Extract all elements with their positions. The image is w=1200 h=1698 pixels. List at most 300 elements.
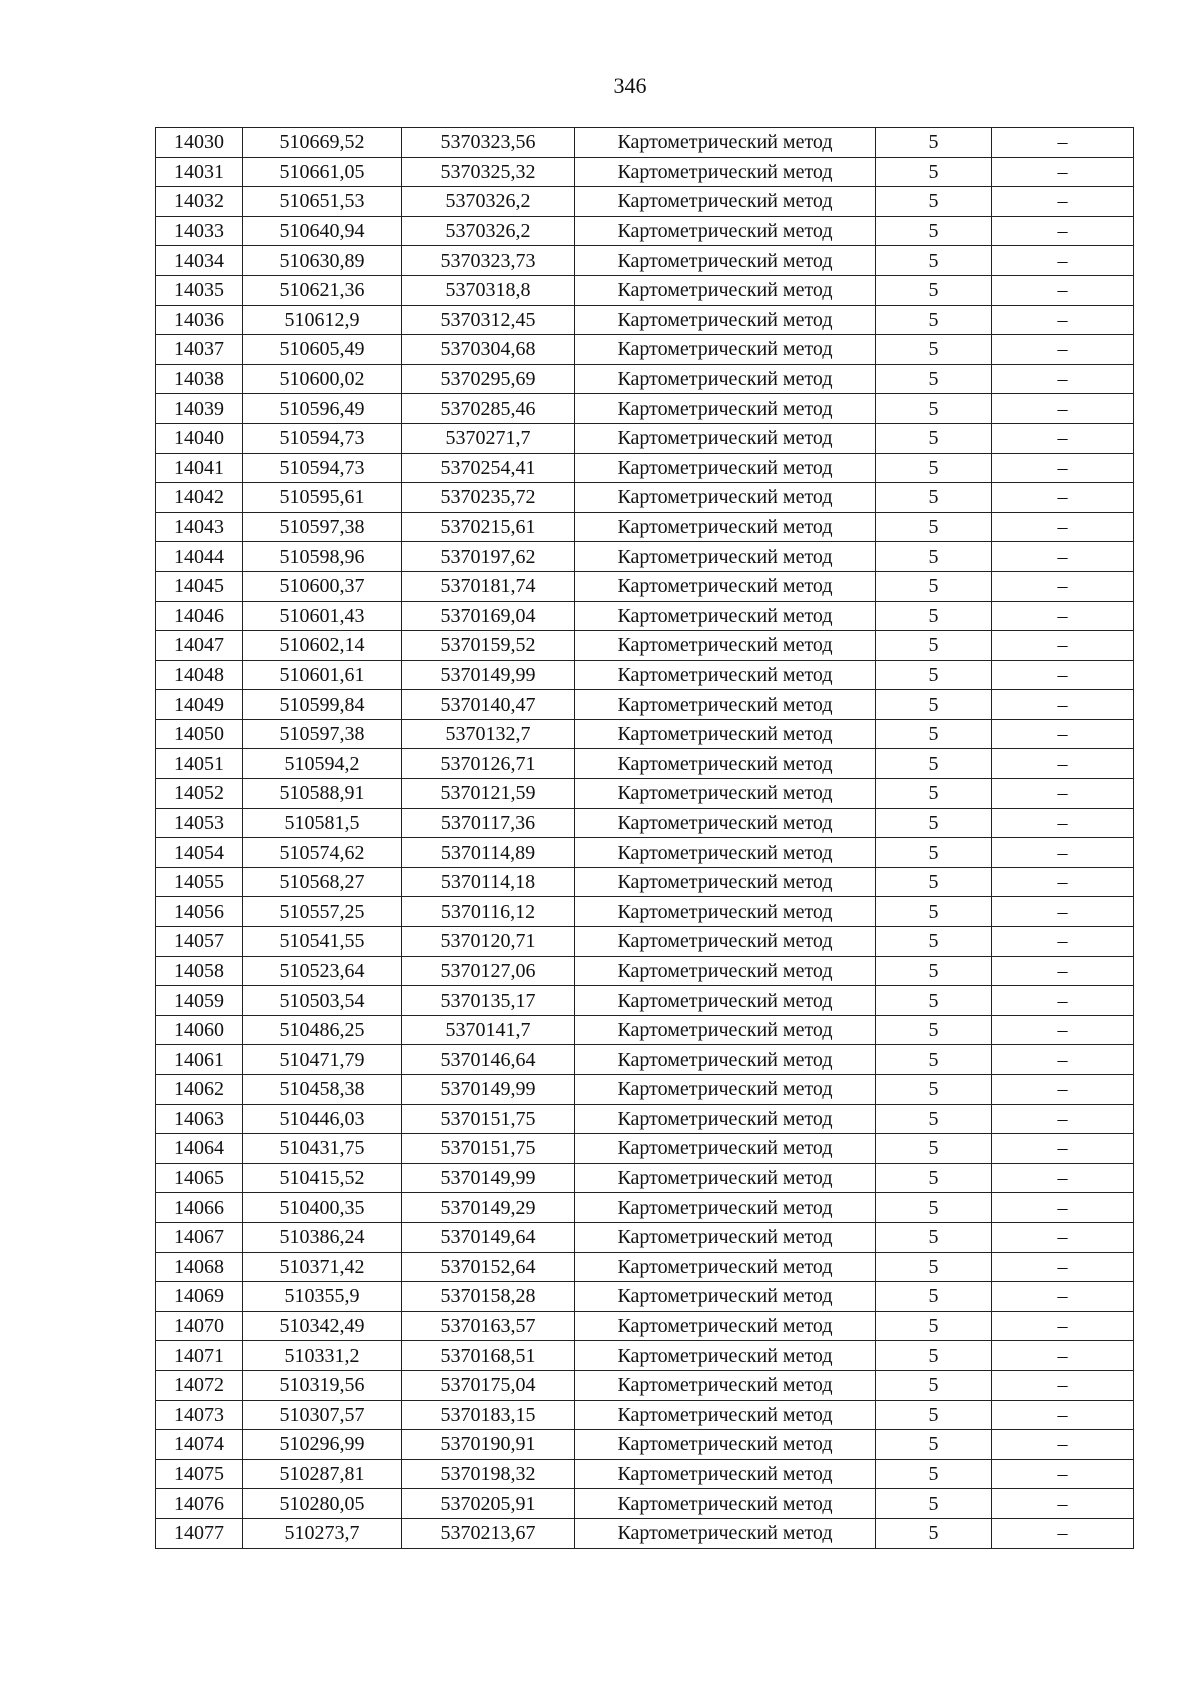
x-coordinate-cell: 510621,36 xyxy=(243,275,402,305)
table-row xyxy=(156,897,1134,927)
point-number-cell: 14055 xyxy=(156,867,243,897)
accuracy-cell: 5 xyxy=(876,1193,992,1223)
y-coordinate-cell: 5370213,67 xyxy=(402,1518,575,1548)
method-cell: Картометрический метод xyxy=(575,927,876,957)
description-cell: – xyxy=(992,128,1134,158)
method-cell: Картометрический метод xyxy=(575,749,876,779)
y-coordinate-cell: 5370140,47 xyxy=(402,690,575,720)
accuracy-cell: 5 xyxy=(876,601,992,631)
description-cell: – xyxy=(992,1518,1134,1548)
method-cell: Картометрический метод xyxy=(575,897,876,927)
method-cell: Картометрический метод xyxy=(575,364,876,394)
x-coordinate-cell: 510597,38 xyxy=(243,719,402,749)
method-cell: Картометрический метод xyxy=(575,1222,876,1252)
accuracy-cell: 5 xyxy=(876,216,992,246)
y-coordinate-cell: 5370312,45 xyxy=(402,305,575,335)
x-coordinate-cell: 510486,25 xyxy=(243,1015,402,1045)
x-coordinate-cell: 510600,02 xyxy=(243,364,402,394)
x-coordinate-cell: 510296,99 xyxy=(243,1430,402,1460)
accuracy-cell: 5 xyxy=(876,275,992,305)
y-coordinate-cell: 5370197,62 xyxy=(402,542,575,572)
y-coordinate-cell: 5370318,8 xyxy=(402,275,575,305)
point-number-cell: 14042 xyxy=(156,483,243,513)
point-number-cell: 14047 xyxy=(156,631,243,661)
y-coordinate-cell: 5370271,7 xyxy=(402,423,575,453)
point-number-cell: 14062 xyxy=(156,1075,243,1105)
table-row xyxy=(156,601,1134,631)
table-row xyxy=(156,453,1134,483)
point-number-cell: 14066 xyxy=(156,1193,243,1223)
y-coordinate-cell: 5370169,04 xyxy=(402,601,575,631)
point-number-cell: 14038 xyxy=(156,364,243,394)
y-coordinate-cell: 5370132,7 xyxy=(402,719,575,749)
point-number-cell: 14033 xyxy=(156,216,243,246)
table-row xyxy=(156,1045,1134,1075)
description-cell: – xyxy=(992,423,1134,453)
accuracy-cell: 5 xyxy=(876,1045,992,1075)
point-number-cell: 14040 xyxy=(156,423,243,453)
point-number-cell: 14064 xyxy=(156,1134,243,1164)
description-cell: – xyxy=(992,986,1134,1016)
point-number-cell: 14045 xyxy=(156,571,243,601)
accuracy-cell: 5 xyxy=(876,986,992,1016)
point-number-cell: 14069 xyxy=(156,1282,243,1312)
table-row xyxy=(156,1518,1134,1548)
point-number-cell: 14059 xyxy=(156,986,243,1016)
y-coordinate-cell: 5370151,75 xyxy=(402,1134,575,1164)
description-cell: – xyxy=(992,1252,1134,1282)
y-coordinate-cell: 5370141,7 xyxy=(402,1015,575,1045)
description-cell: – xyxy=(992,571,1134,601)
y-coordinate-cell: 5370205,91 xyxy=(402,1489,575,1519)
accuracy-cell: 5 xyxy=(876,1222,992,1252)
description-cell: – xyxy=(992,187,1134,217)
x-coordinate-cell: 510597,38 xyxy=(243,512,402,542)
table-row xyxy=(156,1104,1134,1134)
description-cell: – xyxy=(992,897,1134,927)
table-row xyxy=(156,305,1134,335)
y-coordinate-cell: 5370152,64 xyxy=(402,1252,575,1282)
method-cell: Картометрический метод xyxy=(575,157,876,187)
y-coordinate-cell: 5370151,75 xyxy=(402,1104,575,1134)
point-number-cell: 14056 xyxy=(156,897,243,927)
point-number-cell: 14073 xyxy=(156,1400,243,1430)
accuracy-cell: 5 xyxy=(876,423,992,453)
accuracy-cell: 5 xyxy=(876,808,992,838)
x-coordinate-cell: 510630,89 xyxy=(243,246,402,276)
x-coordinate-cell: 510594,73 xyxy=(243,423,402,453)
y-coordinate-cell: 5370159,52 xyxy=(402,631,575,661)
x-coordinate-cell: 510415,52 xyxy=(243,1163,402,1193)
method-cell: Картометрический метод xyxy=(575,1518,876,1548)
table-row xyxy=(156,571,1134,601)
method-cell: Картометрический метод xyxy=(575,779,876,809)
method-cell: Картометрический метод xyxy=(575,986,876,1016)
x-coordinate-cell: 510471,79 xyxy=(243,1045,402,1075)
accuracy-cell: 5 xyxy=(876,1134,992,1164)
description-cell: – xyxy=(992,1015,1134,1045)
table-row xyxy=(156,749,1134,779)
table-row xyxy=(156,275,1134,305)
table-row xyxy=(156,1015,1134,1045)
y-coordinate-cell: 5370326,2 xyxy=(402,216,575,246)
method-cell: Картометрический метод xyxy=(575,1489,876,1519)
method-cell: Картометрический метод xyxy=(575,571,876,601)
accuracy-cell: 5 xyxy=(876,1459,992,1489)
x-coordinate-cell: 510594,73 xyxy=(243,453,402,483)
accuracy-cell: 5 xyxy=(876,364,992,394)
method-cell: Картометрический метод xyxy=(575,956,876,986)
y-coordinate-cell: 5370116,12 xyxy=(402,897,575,927)
x-coordinate-cell: 510601,61 xyxy=(243,660,402,690)
accuracy-cell: 5 xyxy=(876,719,992,749)
y-coordinate-cell: 5370168,51 xyxy=(402,1341,575,1371)
x-coordinate-cell: 510594,2 xyxy=(243,749,402,779)
point-number-cell: 14057 xyxy=(156,927,243,957)
table-row xyxy=(156,1341,1134,1371)
point-number-cell: 14043 xyxy=(156,512,243,542)
x-coordinate-cell: 510651,53 xyxy=(243,187,402,217)
table-row xyxy=(156,1222,1134,1252)
table-row xyxy=(156,838,1134,868)
table-row xyxy=(156,1311,1134,1341)
point-number-cell: 14031 xyxy=(156,157,243,187)
coordinates-table-body xyxy=(156,128,1134,1549)
point-number-cell: 14074 xyxy=(156,1430,243,1460)
point-number-cell: 14070 xyxy=(156,1311,243,1341)
point-number-cell: 14041 xyxy=(156,453,243,483)
description-cell: – xyxy=(992,1311,1134,1341)
accuracy-cell: 5 xyxy=(876,1311,992,1341)
accuracy-cell: 5 xyxy=(876,1489,992,1519)
y-coordinate-cell: 5370183,15 xyxy=(402,1400,575,1430)
point-number-cell: 14036 xyxy=(156,305,243,335)
method-cell: Картометрический метод xyxy=(575,719,876,749)
method-cell: Картометрический метод xyxy=(575,1400,876,1430)
table-row xyxy=(156,1459,1134,1489)
accuracy-cell: 5 xyxy=(876,1015,992,1045)
description-cell: – xyxy=(992,1045,1134,1075)
accuracy-cell: 5 xyxy=(876,867,992,897)
accuracy-cell: 5 xyxy=(876,749,992,779)
method-cell: Картометрический метод xyxy=(575,305,876,335)
table-row xyxy=(156,394,1134,424)
accuracy-cell: 5 xyxy=(876,1370,992,1400)
table-row xyxy=(156,512,1134,542)
point-number-cell: 14035 xyxy=(156,275,243,305)
y-coordinate-cell: 5370149,99 xyxy=(402,1075,575,1105)
method-cell: Картометрический метод xyxy=(575,690,876,720)
x-coordinate-cell: 510331,2 xyxy=(243,1341,402,1371)
description-cell: – xyxy=(992,275,1134,305)
page-number: 346 xyxy=(613,73,647,98)
description-cell: – xyxy=(992,1134,1134,1164)
y-coordinate-cell: 5370121,59 xyxy=(402,779,575,809)
y-coordinate-cell: 5370114,18 xyxy=(402,867,575,897)
y-coordinate-cell: 5370163,57 xyxy=(402,1311,575,1341)
description-cell: – xyxy=(992,246,1134,276)
description-cell: – xyxy=(992,956,1134,986)
x-coordinate-cell: 510355,9 xyxy=(243,1282,402,1312)
point-number-cell: 14034 xyxy=(156,246,243,276)
point-number-cell: 14076 xyxy=(156,1489,243,1519)
accuracy-cell: 5 xyxy=(876,779,992,809)
method-cell: Картометрический метод xyxy=(575,1163,876,1193)
description-cell: – xyxy=(992,542,1134,572)
table-row xyxy=(156,1193,1134,1223)
table-row xyxy=(156,1075,1134,1105)
y-coordinate-cell: 5370235,72 xyxy=(402,483,575,513)
description-cell: – xyxy=(992,631,1134,661)
description-cell: – xyxy=(992,1489,1134,1519)
point-number-cell: 14032 xyxy=(156,187,243,217)
accuracy-cell: 5 xyxy=(876,335,992,365)
description-cell: – xyxy=(992,1282,1134,1312)
point-number-cell: 14053 xyxy=(156,808,243,838)
x-coordinate-cell: 510431,75 xyxy=(243,1134,402,1164)
x-coordinate-cell: 510661,05 xyxy=(243,157,402,187)
point-number-cell: 14049 xyxy=(156,690,243,720)
method-cell: Картометрический метод xyxy=(575,1015,876,1045)
description-cell: – xyxy=(992,927,1134,957)
method-cell: Картометрический метод xyxy=(575,128,876,158)
accuracy-cell: 5 xyxy=(876,1075,992,1105)
description-cell: – xyxy=(992,512,1134,542)
description-cell: – xyxy=(992,867,1134,897)
x-coordinate-cell: 510541,55 xyxy=(243,927,402,957)
table-row xyxy=(156,1134,1134,1164)
method-cell: Картометрический метод xyxy=(575,187,876,217)
point-number-cell: 14052 xyxy=(156,779,243,809)
x-coordinate-cell: 510400,35 xyxy=(243,1193,402,1223)
method-cell: Картометрический метод xyxy=(575,867,876,897)
y-coordinate-cell: 5370120,71 xyxy=(402,927,575,957)
x-coordinate-cell: 510602,14 xyxy=(243,631,402,661)
table-row xyxy=(156,956,1134,986)
table-row xyxy=(156,690,1134,720)
y-coordinate-cell: 5370323,56 xyxy=(402,128,575,158)
point-number-cell: 14037 xyxy=(156,335,243,365)
point-number-cell: 14058 xyxy=(156,956,243,986)
y-coordinate-cell: 5370146,64 xyxy=(402,1045,575,1075)
table-row xyxy=(156,1400,1134,1430)
accuracy-cell: 5 xyxy=(876,1252,992,1282)
method-cell: Картометрический метод xyxy=(575,808,876,838)
method-cell: Картометрический метод xyxy=(575,1282,876,1312)
x-coordinate-cell: 510371,42 xyxy=(243,1252,402,1282)
description-cell: – xyxy=(992,394,1134,424)
point-number-cell: 14050 xyxy=(156,719,243,749)
method-cell: Картометрический метод xyxy=(575,275,876,305)
accuracy-cell: 5 xyxy=(876,1430,992,1460)
description-cell: – xyxy=(992,364,1134,394)
accuracy-cell: 5 xyxy=(876,571,992,601)
point-number-cell: 14061 xyxy=(156,1045,243,1075)
accuracy-cell: 5 xyxy=(876,483,992,513)
y-coordinate-cell: 5370158,28 xyxy=(402,1282,575,1312)
x-coordinate-cell: 510307,57 xyxy=(243,1400,402,1430)
point-number-cell: 14072 xyxy=(156,1370,243,1400)
x-coordinate-cell: 510280,05 xyxy=(243,1489,402,1519)
method-cell: Картометрический метод xyxy=(575,453,876,483)
table-row xyxy=(156,1370,1134,1400)
y-coordinate-cell: 5370114,89 xyxy=(402,838,575,868)
table-row xyxy=(156,927,1134,957)
x-coordinate-cell: 510596,49 xyxy=(243,394,402,424)
table-row xyxy=(156,246,1134,276)
y-coordinate-cell: 5370254,41 xyxy=(402,453,575,483)
table-row xyxy=(156,779,1134,809)
table-row xyxy=(156,1489,1134,1519)
method-cell: Картометрический метод xyxy=(575,1104,876,1134)
x-coordinate-cell: 510601,43 xyxy=(243,601,402,631)
x-coordinate-cell: 510568,27 xyxy=(243,867,402,897)
description-cell: – xyxy=(992,1163,1134,1193)
y-coordinate-cell: 5370325,32 xyxy=(402,157,575,187)
x-coordinate-cell: 510600,37 xyxy=(243,571,402,601)
y-coordinate-cell: 5370117,36 xyxy=(402,808,575,838)
x-coordinate-cell: 510523,64 xyxy=(243,956,402,986)
accuracy-cell: 5 xyxy=(876,1518,992,1548)
table-row xyxy=(156,1252,1134,1282)
table-row xyxy=(156,1430,1134,1460)
x-coordinate-cell: 510287,81 xyxy=(243,1459,402,1489)
y-coordinate-cell: 5370149,64 xyxy=(402,1222,575,1252)
table-row xyxy=(156,808,1134,838)
method-cell: Картометрический метод xyxy=(575,423,876,453)
y-coordinate-cell: 5370215,61 xyxy=(402,512,575,542)
x-coordinate-cell: 510574,62 xyxy=(243,838,402,868)
accuracy-cell: 5 xyxy=(876,897,992,927)
accuracy-cell: 5 xyxy=(876,1104,992,1134)
description-cell: – xyxy=(992,779,1134,809)
description-cell: – xyxy=(992,838,1134,868)
y-coordinate-cell: 5370285,46 xyxy=(402,394,575,424)
point-number-cell: 14048 xyxy=(156,660,243,690)
accuracy-cell: 5 xyxy=(876,305,992,335)
point-number-cell: 14044 xyxy=(156,542,243,572)
description-cell: – xyxy=(992,157,1134,187)
x-coordinate-cell: 510342,49 xyxy=(243,1311,402,1341)
accuracy-cell: 5 xyxy=(876,394,992,424)
y-coordinate-cell: 5370323,73 xyxy=(402,246,575,276)
point-number-cell: 14060 xyxy=(156,1015,243,1045)
method-cell: Картометрический метод xyxy=(575,542,876,572)
x-coordinate-cell: 510669,52 xyxy=(243,128,402,158)
x-coordinate-cell: 510640,94 xyxy=(243,216,402,246)
accuracy-cell: 5 xyxy=(876,187,992,217)
accuracy-cell: 5 xyxy=(876,1282,992,1312)
method-cell: Картометрический метод xyxy=(575,1193,876,1223)
x-coordinate-cell: 510599,84 xyxy=(243,690,402,720)
table-row xyxy=(156,157,1134,187)
x-coordinate-cell: 510581,5 xyxy=(243,808,402,838)
accuracy-cell: 5 xyxy=(876,1163,992,1193)
y-coordinate-cell: 5370149,29 xyxy=(402,1193,575,1223)
method-cell: Картометрический метод xyxy=(575,1459,876,1489)
description-cell: – xyxy=(992,216,1134,246)
y-coordinate-cell: 5370304,68 xyxy=(402,335,575,365)
point-number-cell: 14039 xyxy=(156,394,243,424)
point-number-cell: 14054 xyxy=(156,838,243,868)
point-number-cell: 14068 xyxy=(156,1252,243,1282)
accuracy-cell: 5 xyxy=(876,1341,992,1371)
x-coordinate-cell: 510273,7 xyxy=(243,1518,402,1548)
description-cell: – xyxy=(992,1222,1134,1252)
point-number-cell: 14071 xyxy=(156,1341,243,1371)
method-cell: Картометрический метод xyxy=(575,483,876,513)
description-cell: – xyxy=(992,1075,1134,1105)
table-row xyxy=(156,719,1134,749)
method-cell: Картометрический метод xyxy=(575,1311,876,1341)
method-cell: Картометрический метод xyxy=(575,1341,876,1371)
description-cell: – xyxy=(992,1370,1134,1400)
method-cell: Картометрический метод xyxy=(575,512,876,542)
description-cell: – xyxy=(992,483,1134,513)
table-row xyxy=(156,423,1134,453)
y-coordinate-cell: 5370135,17 xyxy=(402,986,575,1016)
accuracy-cell: 5 xyxy=(876,956,992,986)
method-cell: Картометрический метод xyxy=(575,838,876,868)
description-cell: – xyxy=(992,690,1134,720)
table-row xyxy=(156,1163,1134,1193)
accuracy-cell: 5 xyxy=(876,1400,992,1430)
table-row xyxy=(156,216,1134,246)
method-cell: Картометрический метод xyxy=(575,660,876,690)
method-cell: Картометрический метод xyxy=(575,1370,876,1400)
y-coordinate-cell: 5370190,91 xyxy=(402,1430,575,1460)
accuracy-cell: 5 xyxy=(876,838,992,868)
description-cell: – xyxy=(992,749,1134,779)
y-coordinate-cell: 5370149,99 xyxy=(402,660,575,690)
description-cell: – xyxy=(992,453,1134,483)
table-row xyxy=(156,867,1134,897)
description-cell: – xyxy=(992,1400,1134,1430)
point-number-cell: 14065 xyxy=(156,1163,243,1193)
accuracy-cell: 5 xyxy=(876,157,992,187)
table-row xyxy=(156,335,1134,365)
accuracy-cell: 5 xyxy=(876,927,992,957)
description-cell: – xyxy=(992,1193,1134,1223)
x-coordinate-cell: 510458,38 xyxy=(243,1075,402,1105)
description-cell: – xyxy=(992,1341,1134,1371)
method-cell: Картометрический метод xyxy=(575,246,876,276)
x-coordinate-cell: 510595,61 xyxy=(243,483,402,513)
description-cell: – xyxy=(992,808,1134,838)
x-coordinate-cell: 510503,54 xyxy=(243,986,402,1016)
x-coordinate-cell: 510446,03 xyxy=(243,1104,402,1134)
point-number-cell: 14077 xyxy=(156,1518,243,1548)
accuracy-cell: 5 xyxy=(876,690,992,720)
method-cell: Картометрический метод xyxy=(575,1045,876,1075)
accuracy-cell: 5 xyxy=(876,631,992,661)
y-coordinate-cell: 5370181,74 xyxy=(402,571,575,601)
description-cell: – xyxy=(992,1104,1134,1134)
point-number-cell: 14075 xyxy=(156,1459,243,1489)
method-cell: Картометрический метод xyxy=(575,394,876,424)
y-coordinate-cell: 5370127,06 xyxy=(402,956,575,986)
accuracy-cell: 5 xyxy=(876,453,992,483)
y-coordinate-cell: 5370175,04 xyxy=(402,1370,575,1400)
y-coordinate-cell: 5370295,69 xyxy=(402,364,575,394)
x-coordinate-cell: 510557,25 xyxy=(243,897,402,927)
accuracy-cell: 5 xyxy=(876,542,992,572)
method-cell: Картометрический метод xyxy=(575,335,876,365)
table-row xyxy=(156,660,1134,690)
method-cell: Картометрический метод xyxy=(575,1430,876,1460)
table-row xyxy=(156,1282,1134,1312)
description-cell: – xyxy=(992,1430,1134,1460)
